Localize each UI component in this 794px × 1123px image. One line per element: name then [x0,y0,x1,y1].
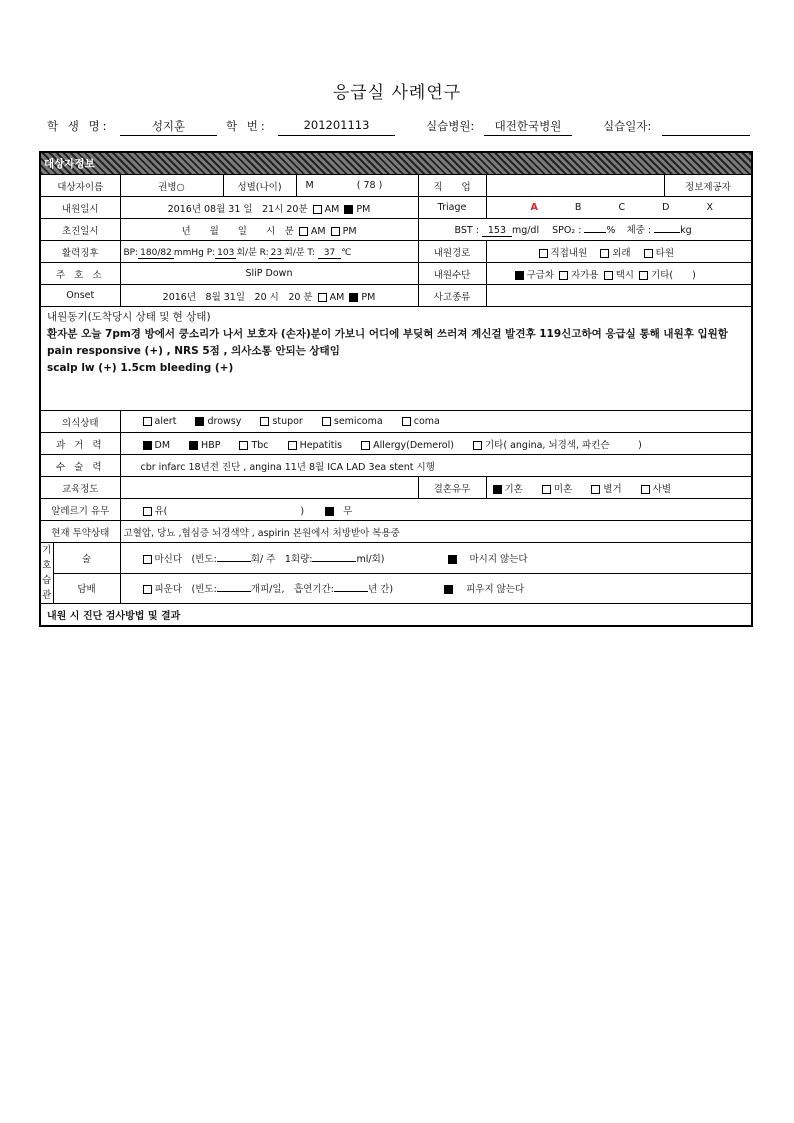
opt-stupor: stupor [272,416,303,427]
spo2-unit: % [606,225,616,236]
page-title: 응급실 사례연구 [332,83,462,103]
student-label: 학 생 명: [47,119,110,133]
checkbox-separated[interactable] [591,485,600,494]
alcohol-label: 술 [53,543,120,574]
checkbox-route-outpatient[interactable] [600,249,609,258]
opt-coma: coma [413,416,440,427]
job-value [486,175,664,197]
triage-x: X [706,202,713,213]
weight-unit: kg [680,225,692,236]
row-surgery [40,455,752,477]
means-ambulance: 구급차 [526,269,555,281]
row-history [40,433,752,455]
checkbox-allergy[interactable] [361,441,370,450]
checkbox-hepatitis[interactable] [288,441,297,450]
checkbox-stupor[interactable] [260,417,269,426]
alcohol-end: ml/회) [356,553,385,565]
am-label-3: AM [329,291,345,303]
row-diagnosis [40,604,752,627]
triage-b: B [574,202,582,213]
allergy-label: 알레르기 유무 [40,499,120,521]
consciousness-label: 의식상태 [40,411,120,433]
bst-unit: mg/dl [511,225,540,236]
consciousness-options [120,411,752,433]
resp-unit: 회/분 T: [284,248,315,258]
surgery-label: 수 술 력 [40,455,120,477]
onset-datetime: 2016년 8월 31일 20 시 20 분 [162,291,313,303]
row-medication [40,521,752,543]
pref-label: 기호습관 [40,543,53,604]
route-other-hospital: 타원 [655,247,674,259]
checkbox-pm-checked[interactable] [344,205,353,214]
date-value [662,118,750,136]
checkbox-route-direct[interactable] [539,249,548,258]
pulse-unit: 회/분 R: [236,248,269,258]
checkbox-other-history[interactable] [473,441,482,450]
alcohol-opt2: 마시지 않는다 [469,553,528,565]
motive-title: 내원동기(도착당시 상태 및 현 상태) [47,311,211,323]
allergy-no: 무 [343,505,353,517]
opt-alert: alert [154,416,177,427]
pm-label-3: PM [361,291,376,303]
motive-line-1: 환자분 오늘 7pm경 방에서 쿵소리가 나서 보호자 (손자)분이 가보니 어디에 부딪혀 쓰러져 계신걸 발견후 119신고하여 응급실 통해 내원후 입원함 [47,328,728,340]
row-onset [40,285,752,307]
age-value: ( 78 ) [356,180,383,191]
education-value [120,477,418,499]
history-options [120,433,752,455]
visit-label: 내원일시 [40,197,120,219]
checkbox-am-3[interactable] [318,293,327,302]
date-label: 실습일자: [603,119,652,133]
route-label: 내원경로 [418,241,486,263]
bst-spo2-weight [418,219,752,241]
meds-value: 고혈압, 당뇨 ,협심증 뇌경색약 , aspirin 본원에서 처방받아 복용중 [120,521,752,543]
row-consciousness [40,411,752,433]
history-label: 과 거 력 [40,433,120,455]
visit-value [120,197,418,219]
bp-label: BP: [123,248,139,258]
checkbox-hbp-checked[interactable] [189,441,198,450]
onset-label: Onset [40,285,120,307]
checkbox-single[interactable] [542,485,551,494]
row-vitals [40,241,752,263]
triage-c: C [618,202,626,213]
route-direct: 직접내원 [550,247,588,259]
means-taxi: 택시 [615,269,634,281]
means-other: 기타( ) [651,269,696,281]
am-label-2: AM [310,225,326,237]
visit-motive [40,307,752,411]
alcohol-opt1: 마신다 (빈도: [154,553,217,565]
allergy-options [120,499,752,521]
vital-value [120,241,418,263]
alcohol-freq [217,561,251,562]
marital-label: 결혼유무 [418,477,486,499]
checkbox-taxi[interactable] [604,271,613,280]
means-label: 내원수단 [418,263,486,285]
alcohol-amount [312,561,356,562]
route-options [486,241,752,263]
checkbox-am[interactable] [313,205,322,214]
smoke-years [334,591,368,592]
surgery-value: cbr infarc 18년전 진단 , angina 11년 8월 ICA LAD 3ea stent 시행 [120,455,752,477]
job-label: 직 업 [418,175,486,197]
sex-value: M [305,180,314,191]
allergy-yes-close: ) [300,505,305,517]
bst-value: 153 [482,225,512,237]
opt-hepatitis: Hepatitis [299,439,343,451]
sexage-value [296,175,418,197]
checkbox-allergy-no-checked[interactable] [325,507,334,516]
checkbox-dm-checked[interactable] [143,441,152,450]
marital-options [486,477,752,499]
meds-label: 현재 투약상태 [40,521,120,543]
checkbox-tbc[interactable] [239,441,248,450]
bp-value: 180/82 [140,248,172,258]
row-name [40,175,752,197]
checkbox-ambulance-checked[interactable] [515,271,524,280]
accident-label: 사고종류 [418,285,486,307]
opt-drowsy: drowsy [207,416,242,427]
smoke-mid: 개피/일, 흡연기간: [250,584,334,596]
smoke-label: 담배 [53,573,120,604]
opt-single: 미혼 [553,483,573,495]
motive-line-2: pain responsive (+) , NRS 5점 , 의사소통 안되는 상태임 [47,345,340,357]
means-options [486,263,752,285]
smoke-opt1: 피운다 (빈도: [154,584,217,596]
first-label: 초진일시 [40,219,120,241]
temp-unit: ℃ [341,248,352,258]
weight-value [654,232,680,233]
informant-label: 정보제공자 [664,175,752,197]
section-title: 대상자정보 [40,152,752,175]
resp-value: 23 [270,248,283,258]
checkbox-pm-3-checked[interactable] [349,293,358,302]
motive-line-3: scalp lw (+) 1.5cm bleeding (+) [47,362,234,374]
visit-datetime: 2016년 08월 31 일 21시 20분 [167,203,308,215]
bst-label: BST : [454,225,479,236]
cc-value: SliP Down [120,263,418,285]
checkbox-no-drink-checked[interactable] [448,555,457,564]
checkbox-route-other-hospital[interactable] [644,249,653,258]
opt-other-history: 기타( angina, 뇌경색, 파킨슨 ) [485,439,642,451]
pm-label: PM [356,203,371,215]
checkbox-drowsy-checked[interactable] [195,417,204,426]
row-alcohol [40,543,752,574]
smoke-end: 년 간) [367,584,394,596]
pm-label-2: PM [342,225,357,237]
opt-dm: DM [154,439,171,451]
alcohol-options [120,543,752,574]
checkbox-semicoma[interactable] [322,417,331,426]
first-datetime: 년 월 일 시 분 [181,225,294,237]
opt-semicoma: semicoma [333,416,383,427]
vital-label: 활력징후 [40,241,120,263]
hospital-value: 대전한국병원 [484,118,572,136]
sexage-label: 성별(나이) [223,175,296,197]
checkbox-am-2[interactable] [299,227,308,236]
student-value: 성지훈 [120,118,217,136]
checkbox-no-smoke-checked[interactable] [444,585,453,594]
id-value: 201201113 [278,118,395,136]
name-label: 대상자이름 [40,175,120,197]
row-allergy [40,499,752,521]
opt-widowed: 사별 [652,483,672,495]
temp-value: 37 [318,248,341,259]
accident-value [486,285,752,307]
row-education [40,477,752,499]
alcohol-mid: 회/ 주 1회량: [250,553,313,565]
checkbox-married-checked[interactable] [493,485,502,494]
opt-allergy: Allergy(Demerol) [373,439,454,451]
route-outpatient: 외래 [612,247,631,259]
smoke-opt2: 피우지 않는다 [466,584,525,596]
smoke-freq [217,591,251,592]
checkbox-smokes[interactable] [143,585,152,594]
patient-info-table [39,151,753,627]
cc-label: 주 호 소 [40,263,120,285]
opt-separated: 별거 [603,483,622,495]
triage-label: Triage [418,197,486,219]
checkbox-pm-2[interactable] [331,227,340,236]
checkbox-allergy-yes[interactable] [143,507,152,516]
checkbox-car[interactable] [559,271,568,280]
diag-label: 내원 시 진단 검사방법 및 결과 [40,604,752,627]
name-value: 권병○ [120,175,223,197]
checkbox-drinks[interactable] [143,555,152,564]
allergy-yes: 유( [154,505,168,517]
pulse-value: 103 [217,248,235,258]
first-value [120,219,418,241]
am-label: AM [324,203,340,215]
opt-hbp: HBP [201,439,221,451]
checkbox-coma[interactable] [402,417,411,426]
spo2-label: SPO₂ : [552,225,582,236]
onset-value [120,285,418,307]
checkbox-widowed[interactable] [641,485,650,494]
bp-unit: mmHg P: [173,248,216,258]
opt-married: 기혼 [504,483,523,495]
checkbox-alert[interactable] [143,417,152,426]
hospital-label: 실습병원: [426,119,475,133]
triage-a-selected: A [530,202,538,213]
section-banner [40,152,752,175]
smoke-options [120,573,752,604]
row-first-exam [40,219,752,241]
checkbox-other[interactable] [639,271,648,280]
opt-tbc: Tbc [251,439,269,451]
id-label: 학 번: [226,119,268,133]
means-car: 자가용 [571,269,599,281]
education-label: 교육정도 [40,477,120,499]
row-smoking [40,573,752,604]
triage-d: D [662,202,670,213]
row-visit [40,197,752,219]
spo2-value [584,232,606,233]
row-visit-motive [40,307,752,411]
weight-label: 체중 : [626,225,652,236]
triage-value [486,197,752,219]
row-chief-complaint [40,263,752,285]
